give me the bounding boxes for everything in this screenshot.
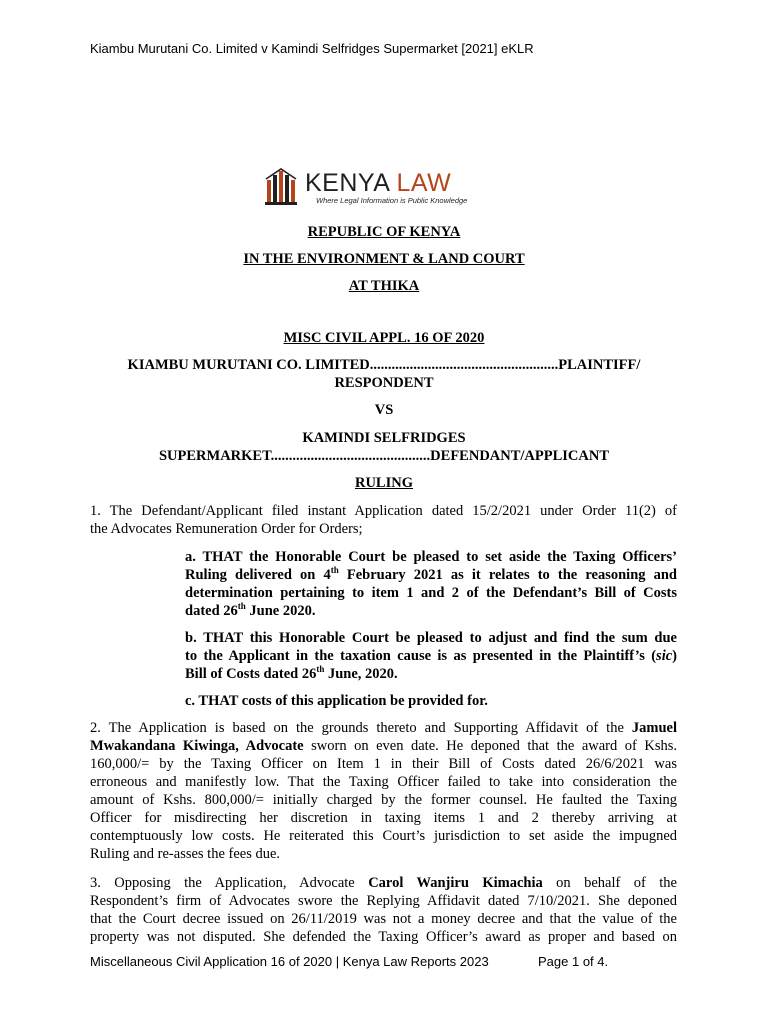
paragraph-2-line: contemptuously low costs. He reiterated this Court’s jurisdiction to set aside the impugned [90, 828, 677, 844]
logo-wordmark [305, 169, 451, 197]
location-heading: AT THIKA [348, 278, 420, 294]
prayer-b [185, 629, 677, 683]
prayer-b-line: b. THAT this Honorable Court be pleased to adjust and find the sum due [185, 630, 677, 646]
pillars-logo-icon [264, 166, 304, 206]
ruling-heading: RULING [354, 475, 413, 491]
prayer-b-line: to the Applicant in the taxation cause is as presented in the Plaintiff’s (sic) [185, 648, 677, 664]
running-header: Kiambu Murutani Co. Limited v Kamindi Selfridges Supermarket [2021] eKLR [90, 41, 534, 56]
case-number: MISC CIVIL APPL. 16 OF 2020 [283, 330, 485, 346]
paragraph-3-line: property was not disputed. She defended the Taxing Officer’s award as proper and based on [90, 929, 677, 945]
prayer-a-line: dated 26th June 2020. [185, 601, 316, 619]
paragraph-1-line: the Advocates Remuneration Order for Orders; [90, 521, 363, 537]
paragraph-3-line: 3. Opposing the Application, Advocate Carol Wanjiru Kimachia on behalf of the [90, 875, 677, 891]
prayer-c [185, 692, 677, 710]
paragraph-2-line: Mwakandana Kiwinga, Advocate sworn on even date. He deponed that the award of Kshs. [90, 738, 677, 754]
prayer-a-line: determination pertaining to item 1 and 2 of the Defendant’s Bill of Costs [185, 585, 677, 601]
paragraph-3 [90, 874, 677, 946]
paragraph-2-line: Ruling and re-asses the fees due. [90, 846, 281, 862]
paragraph-2-line: 160,000/= by the Taxing Officer on Item 1 in their Bill of Costs dated 26/6/2021 was [90, 756, 677, 772]
paragraph-1 [90, 502, 677, 538]
paragraph-2 [90, 719, 677, 863]
versus-label: VS [374, 402, 394, 418]
prayer-c-line: c. THAT costs of this application be provided for. [185, 693, 488, 709]
paragraph-2-line: erroneous and manifestly low. That the Taxing Officer failed to take into consideration the [90, 774, 677, 790]
paragraph-3-line: Respondent’s firm of Advocates swore the Replying Affidavit dated 7/10/2021. She deponed [90, 893, 677, 909]
paragraph-3-line: that the Court decree issued on 26/11/2019 was not a money decree and that the value of the [90, 911, 677, 927]
footer-page-number: Page 1 of 4. [538, 954, 609, 969]
prayer-b-line: Bill of Costs dated 26th June, 2020. [185, 664, 398, 682]
logo-word-law: LAW [396, 169, 452, 197]
paragraph-1-line: 1. The Defendant/Applicant filed instant Application dated 15/2/2021 under Order 11(2) of [90, 503, 677, 519]
plaintiff-line-2: RESPONDENT [334, 375, 434, 391]
republic-heading: REPUBLIC OF KENYA [307, 224, 461, 240]
logo-word-kenya: KENYA [305, 169, 390, 197]
footer-report-info: Miscellaneous Civil Application 16 of 2020 | Kenya Law Reports 2023 [90, 954, 489, 969]
kenya-law-logo [264, 166, 468, 208]
defendant-line-1: KAMINDI SELFRIDGES [302, 430, 466, 446]
defendant-line-2: SUPERMARKET............................................DEFENDANT/APPLICANT [158, 448, 610, 464]
paragraph-2-line: 2. The Application is based on the grounds thereto and Supporting Affidavit of the Jamuel [90, 720, 677, 736]
plaintiff-line-1: KIAMBU MURUTANI CO. LIMITED....................................................PLAINTIFF/ [127, 357, 641, 373]
prayer-a-line: Ruling delivered on 4th February 2021 as it relates to the reasoning and [185, 565, 677, 583]
prayer-a-line: a. THAT the Honorable Court be pleased to set aside the Taxing Officers’ [185, 549, 677, 565]
logo-tagline: Where Legal Information is Public Knowledge [316, 196, 468, 205]
prayer-a [185, 548, 677, 620]
court-heading: IN THE ENVIRONMENT & LAND COURT [243, 251, 525, 267]
paragraph-2-line: amount of Kshs. 800,000/= initially charged by the former counsel. He faulted the Taxing [90, 792, 677, 808]
paragraph-2-line: Officer for misdirecting her discretion in taxing items 1 and 2 thereby arriving at [90, 810, 677, 826]
